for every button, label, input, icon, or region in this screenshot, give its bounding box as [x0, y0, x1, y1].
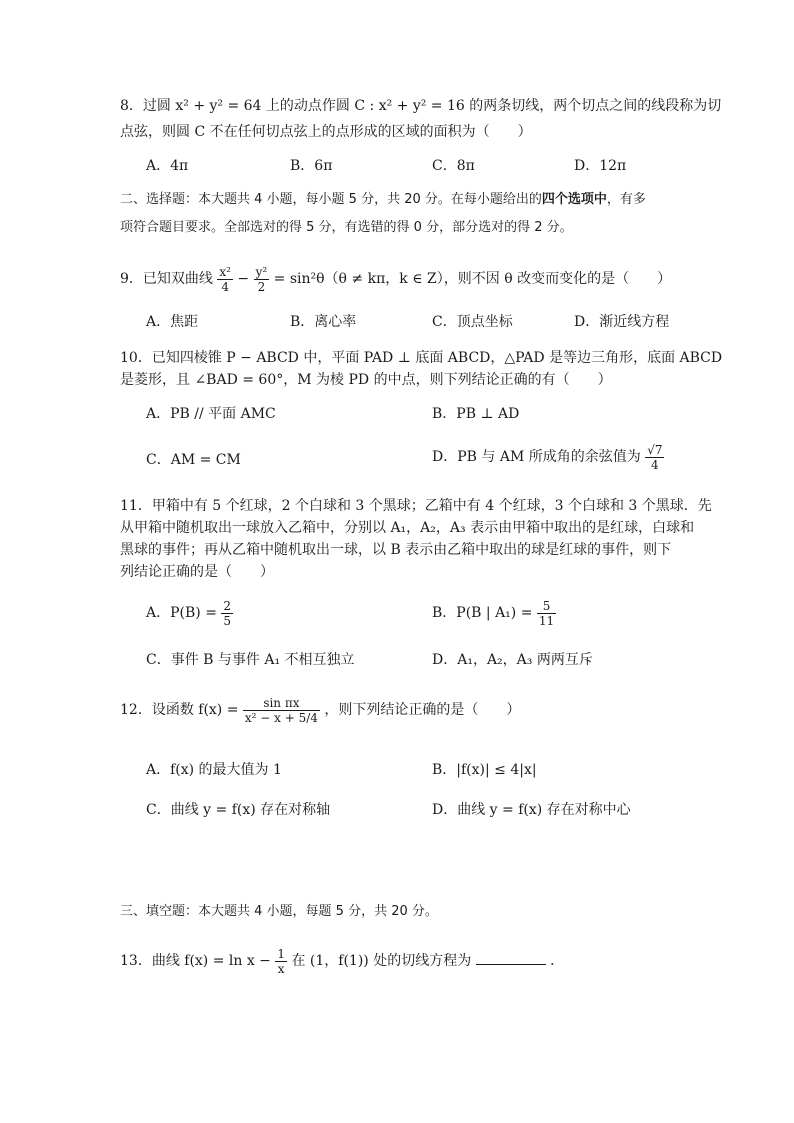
q11-option-b-fraction — [537, 599, 556, 628]
section2-text-a: 二、选择题：本大题共 4 小题，每小题 5 分，共 20 分。在每小题给出的 — [120, 192, 542, 207]
q10-option-a: A．PB // 平面 AMC — [146, 406, 276, 422]
q10-line1: 10．已知四棱锥 P − ABCD 中，平面 PAD ⊥ 底面 ABCD，△PAD 是等边三角形，底面 ABCD — [120, 350, 723, 366]
q8-option-c: C．8π — [432, 158, 475, 174]
section2-line1 — [120, 190, 646, 210]
q9-suffix: = sin²θ（θ ≠ kπ，k ∈ Z），则不因 θ 改变而变化的是（ ） — [273, 271, 672, 287]
q12-fraction — [243, 696, 320, 725]
q10-optd-num: √7 — [647, 442, 663, 457]
q11-option-b — [432, 596, 556, 630]
q11-line3: 黑球的事件；再从乙箱中随机取出一球，以 B 表示由乙箱中取出的球是红球的事件，则下 — [120, 542, 672, 558]
q13-suffix: 在 (1，f(1)) 处的切线方程为 — [291, 953, 472, 969]
q8-line1: 8．过圆 x² + y² = 64 上的动点作圆 C : x² + y² = 16 的两条切线，两个切点之间的线段称为切 — [120, 98, 722, 114]
q8-option-d: D．12π — [574, 158, 627, 174]
q9-fraction-x — [217, 265, 233, 294]
q9-fraction-y — [254, 265, 270, 294]
q9-frac2-num: y² — [255, 264, 268, 279]
q10-option-c: C．AM = CM — [146, 452, 241, 468]
section2-text-c: ，有多 — [606, 192, 646, 207]
q12-option-d: D．曲线 y = f(x) 存在对称中心 — [432, 802, 631, 818]
q12-prefix: 12．设函数 f(x) = — [120, 702, 239, 718]
q11-optb-num: 5 — [537, 599, 556, 614]
q10-option-d — [432, 440, 664, 474]
q12-option-b: B．|f(x)| ≤ 4|x| — [432, 762, 537, 778]
q12-num: sin πx — [243, 696, 320, 711]
q9-option-b: B．离心率 — [290, 314, 357, 330]
q11-option-a-fraction — [221, 599, 233, 628]
q8-option-b: B．6π — [290, 158, 333, 174]
q13-prefix: 13．曲线 f(x) = ln x − — [120, 953, 271, 969]
q11-option-a-text: A．P(B) = — [146, 605, 217, 621]
section3-heading: 三、填空题：本大题共 4 小题，每题 5 分，共 20 分。 — [120, 904, 438, 919]
q9-stem — [120, 262, 671, 296]
q12-option-c: C．曲线 y = f(x) 存在对称轴 — [146, 802, 331, 818]
q9-minus: − — [237, 271, 250, 287]
q11-opta-den: 5 — [223, 613, 232, 628]
q11-opta-num: 2 — [223, 598, 232, 613]
q9-option-d: D．渐近线方程 — [574, 314, 670, 330]
q12-suffix: ，则下列结论正确的是（ ） — [324, 702, 521, 718]
section2-line2: 项符合题目要求。全部选对的得 5 分，有选错的得 0 分，部分选对的得 2 分。 — [120, 220, 573, 235]
q13-den: x — [277, 961, 285, 976]
q10-option-b: B．PB ⊥ AD — [432, 406, 520, 422]
q9-frac2-den: 2 — [257, 279, 266, 294]
q11-option-d: D．A₁，A₂，A₃ 两两互斥 — [432, 652, 593, 668]
q11-option-b-text: B．P(B | A₁) = — [432, 605, 533, 621]
q9-frac1-den: 4 — [221, 279, 229, 294]
q11-option-c: C．事件 B 与事件 A₁ 不相互独立 — [146, 652, 355, 668]
q13-end: ． — [550, 953, 565, 969]
q12-den: x² − x + 5/4 — [244, 710, 318, 725]
q8-option-a: A．4π — [146, 158, 189, 174]
q11-line2: 从甲箱中随机取出一球放入乙箱中，分别以 A₁，A₂，A₃ 表示由甲箱中取出的是红球，白球和 — [120, 520, 695, 536]
q9-option-c: C．顶点坐标 — [432, 314, 513, 330]
q9-frac1-num: x² — [219, 264, 231, 279]
q11-option-a — [146, 596, 233, 630]
q9-prefix: 9．已知双曲线 — [120, 271, 213, 287]
section2-text-bold: 四个选项中 — [541, 192, 607, 207]
q13-num: 1 — [277, 946, 286, 961]
q11-optb-den: 11 — [538, 613, 555, 628]
q12-stem — [120, 690, 520, 730]
q13-stem — [120, 944, 564, 978]
q10-optd-den: 4 — [651, 457, 659, 472]
q10-option-d-text: D．PB 与 AM 所成角的余弦值为 — [432, 449, 641, 465]
q12-option-a: A．f(x) 的最大值为 1 — [146, 762, 282, 778]
q10-line2: 是菱形，且 ∠BAD = 60°，M 为棱 PD 的中点，则下列结论正确的有（ ） — [120, 372, 612, 388]
q11-line1: 11．甲箱中有 5 个红球，2 个白球和 3 个黑球；乙箱中有 4 个红球，3 个白球和 3 个黑球．先 — [120, 498, 712, 514]
q9-option-a: A．焦距 — [146, 314, 199, 330]
q8-line2: 点弦，则圆 C 不在任何切点弦上的点形成的区域的面积为（ ） — [120, 124, 532, 140]
q13-fraction — [275, 947, 287, 976]
q13-answer-blank[interactable] — [476, 950, 546, 965]
q11-line4: 列结论正确的是（ ） — [120, 564, 274, 580]
q10-option-d-fraction — [645, 443, 664, 472]
